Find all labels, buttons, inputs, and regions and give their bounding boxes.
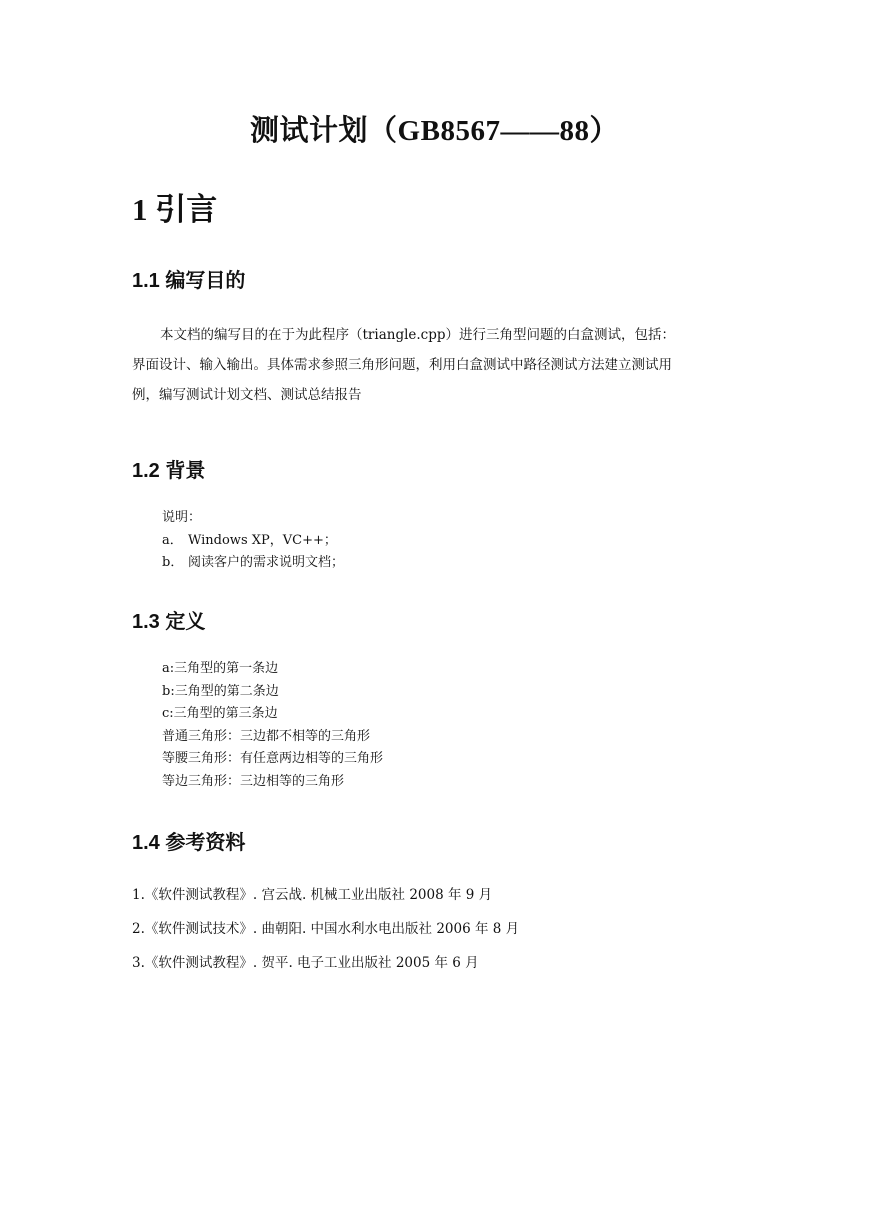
definition-item: 普通三角形：三边都不相等的三角形 xyxy=(162,728,371,744)
definition-item: b:三角型的第二条边 xyxy=(162,683,279,699)
section-heading-introduction: 1 引言 xyxy=(132,192,218,227)
definition-item: a:三角型的第一条边 xyxy=(162,661,279,676)
definition-item: c:三角型的第三条边 xyxy=(162,706,278,721)
section-heading-background: 1.2 背景 xyxy=(132,460,206,482)
purpose-line: 界面设计、输入输出。具体需求参照三角形问题，利用白盒测试中路径测试方法建立测试用 xyxy=(132,357,672,373)
background-intro: 说明： xyxy=(162,510,202,525)
list-label: a． xyxy=(162,532,183,548)
definition-item: 等腰三角形：有任意两边相等的三角形 xyxy=(162,751,384,766)
reference-item: 3.《软件测试教程》. 贺平. 电子工业出版社 2005 年 6 月 xyxy=(132,955,479,971)
section-heading-purpose: 1.1 编写目的 xyxy=(132,270,246,292)
definition-item: 等边三角形：三边相等的三角形 xyxy=(162,773,345,789)
list-label: b． xyxy=(162,555,184,570)
section-heading-definitions: 1.3 定义 xyxy=(132,611,206,633)
definitions-list xyxy=(162,658,383,793)
reference-item: 2.《软件测试技术》. 曲朝阳. 中国水利水电出版社 2006 年 8 月 xyxy=(132,921,520,937)
purpose-line: 例，编写测试计划文档、测试总结报告 xyxy=(132,387,362,403)
reference-item: 1.《软件测试教程》. 宫云战. 机械工业出版社 2008 年 9 月 xyxy=(132,887,493,903)
background-item xyxy=(162,552,344,575)
background-item xyxy=(162,530,344,553)
list-text: Windows XP，VC++； xyxy=(188,532,337,548)
purpose-paragraph xyxy=(132,320,744,410)
list-text: 阅读客户的需求说明文档； xyxy=(188,555,345,570)
purpose-line: 本文档的编写目的在于为此程序（triangle.cpp）进行三角型问题的白盒测试，包括： xyxy=(160,327,676,343)
document-title: 测试计划（GB8567——88） xyxy=(250,115,619,147)
background-list xyxy=(162,507,344,575)
references-list xyxy=(132,878,519,980)
section-heading-references: 1.4 参考资料 xyxy=(132,832,246,854)
